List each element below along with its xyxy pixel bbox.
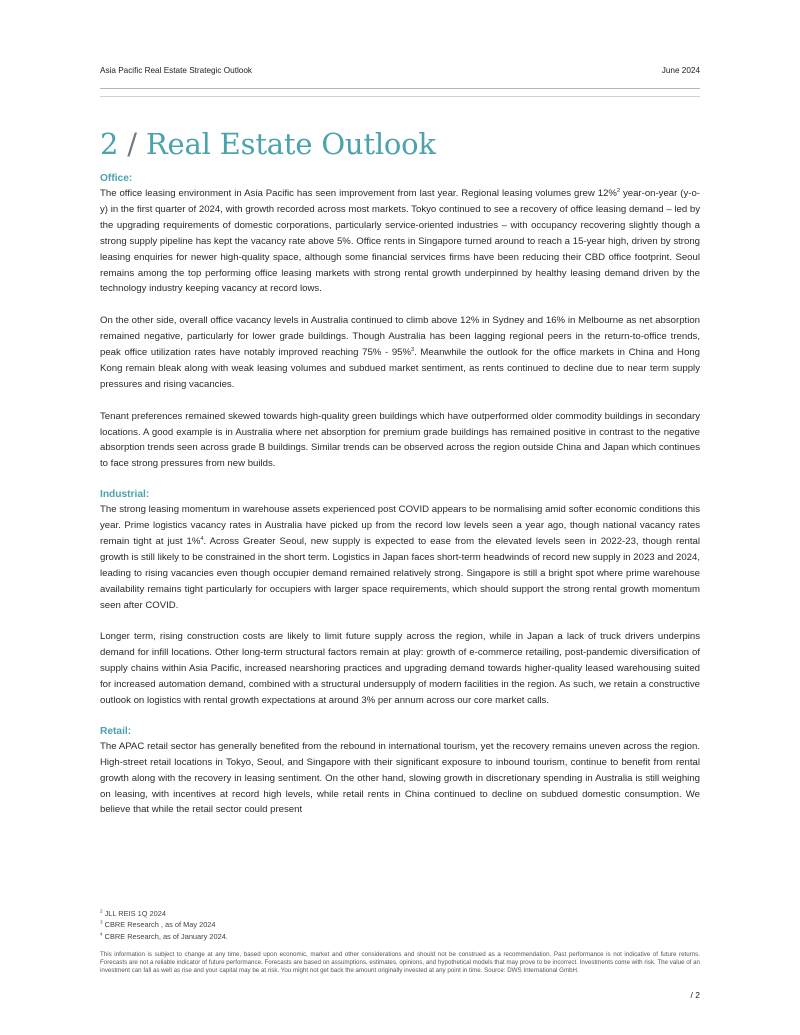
header-divider [100,88,700,89]
footnote-number: 3 [100,919,103,925]
report-title: Asia Pacific Real Estate Strategic Outlook [100,66,252,75]
industrial-heading: Industrial: [100,489,150,501]
header-divider-secondary [100,96,700,97]
main-content [100,172,700,818]
section-separator: / [127,127,137,161]
disclaimer: This information is subject to change at any time, based upon economic, market and other considerations and should not be construed as a recommendation. Past performance is not indicative of future returns. Forecasts are not a reliable indicator of future performance. Forecasts are based on assumptions, estimates, opinions, and hypothetical models that may prove to be incorrect. Investments come with risk. The value of an investment can fall as well as rise and your capital may be at risk. You might not get back the amount originally invested at any point in time. Source: DWS International GmbH. [100,951,700,974]
industrial-paragraph-1 [100,502,700,613]
footnotes [100,908,700,942]
footnote-ref: 2 [616,187,621,194]
industrial-p1-text-b: . Across Greater Seoul, new supply is expected to ease from the elevated levels seen in 2022-23, though rental growth is still likely to be constrained in the short term. Logistics in Japan faces short-term headwinds of record new supply in 2023 and 2024, leading to rising vacancies even though occupier demand remained relatively strong. Singapore is still a bright spot where prime warehouse availability remains tight particularly for occupiers with larger space requirements, which should support the strong rental growth momentum seen after COVID. [100,535,700,611]
footnote-item [100,919,700,930]
page-header [100,66,700,75]
report-date: June 2024 [661,66,700,75]
office-paragraph-1 [100,186,700,297]
office-paragraph-2 [100,313,700,393]
page-number: / 2 [690,990,700,1000]
footnote-ref: 3 [411,346,415,353]
footnote-text: CBRE Research , as of May 2024 [102,920,216,930]
footnote-item [100,931,700,942]
office-p2-text-b: . Meanwhile the outlook for the office markets in China and Hong Kong remain bleak along with weak leasing volumes and subdued market sentiment, as rents continued to decline due to near term supply pressures and rising vacancies. [100,347,700,390]
footnote-ref: 4 [200,535,204,542]
industrial-p1-text-a: The strong leasing momentum in warehouse assets experienced post COVID appears to be normalising amid softer economic conditions this year. Prime logistics vacancy rates in Australia have picked up from the record low levels seen a year ago, though national vacancy rates remain tight at just 1% [100,504,700,547]
retail-heading: Retail: [100,725,132,737]
industrial-paragraph-2: Longer term, rising construction costs are likely to limit future supply across the region, while in Japan a lack of truck drivers underpins demand for infill locations. Other long-term structural factors remain at play: growth of e-commerce retailing, post-pandemic diversification of supply chains within Asia Pacific, increased nearshoring practices and upgrading demand towards higher-quality leased warehousing suited for increased automation demand, combined with a structural undersupply of modern facilities in the region. As such, we retain a constructive outlook on logistics with rental growth expectations at around 3% per annum across our core market calls. [100,631,700,707]
office-p1-text-b: year-on-year (y-o-y) in the first quarter of 2024, with growth recorded across most markets. Tokyo continued to see a recovery of office leasing demand – led by the upgrading requirements of domestic corporations, particularly service-oriented industries – with occupancy recovering slightly though a strong supply pipeline has kept the vacancy rate above 5%. Office rents in Singapore turned around to reach a 15-year high, driven by strong leasing enquiries for newer high-quality space, although some financial services firms have been reducing their CBD office footprint. Seoul remains among the top performing office leasing markets with strong rental growth underpinned by healthy leasing demand driven by the technology industry keeping vacancy at record lows. [100,188,700,295]
office-paragraph-3: Tenant preferences remained skewed towards high-quality green buildings which have outperformed older commodity buildings in secondary locations. A good example is in Australia where net absorption for premium grade buildings has remained positive in contrast to the negative absorption trends seen across grade B buildings. Similar trends can be observed across the region outside China and Japan which continues to face strong pressures from new builds. [100,410,700,470]
document-page [100,0,700,1035]
footnote-number: 4 [100,931,103,937]
section-number: 2 [100,127,119,161]
office-p2-text-a: On the other side, overall office vacancy levels in Australia continued to climb above 12% in Sydney and 16% in Melbourne as net absorption remained negative, particularly for lower grade buildings. Though Australia has been lagging regional peers in the return-to-office trends, peak office utilization rates have notably improved reaching 75% - 95% [100,315,700,359]
footnote-number: 2 [100,908,103,914]
footnote-text: JLL REIS 1Q 2024 [102,909,166,918]
footnote-item [100,908,700,919]
section-title-text: Real Estate Outlook [145,127,436,161]
office-p1-text-a: The office leasing environment in Asia Pacific has seen improvement from last year. Regional leasing volumes grew 12% [100,188,617,199]
section-title [100,127,436,161]
retail-paragraph-1: The APAC retail sector has generally benefited from the rebound in international tourism, yet the recovery remains uneven across the region. High-street retail locations in Tokyo, Seoul, and Singapore with their significant exposure to inbound tourism, continue to benefit from rental growth along with the recovery in leasing sentiment. On the other hand, slowing growth in discretionary spending in Australia is still weighing on leasing, with incentives at record high levels, while retail rents in China continued to decline on subdued domestic consumption. We believe that while the retail sector could present [100,740,700,816]
footnote-text: CBRE Research, as of January 2024. [102,931,228,941]
office-heading: Office: [100,173,133,184]
